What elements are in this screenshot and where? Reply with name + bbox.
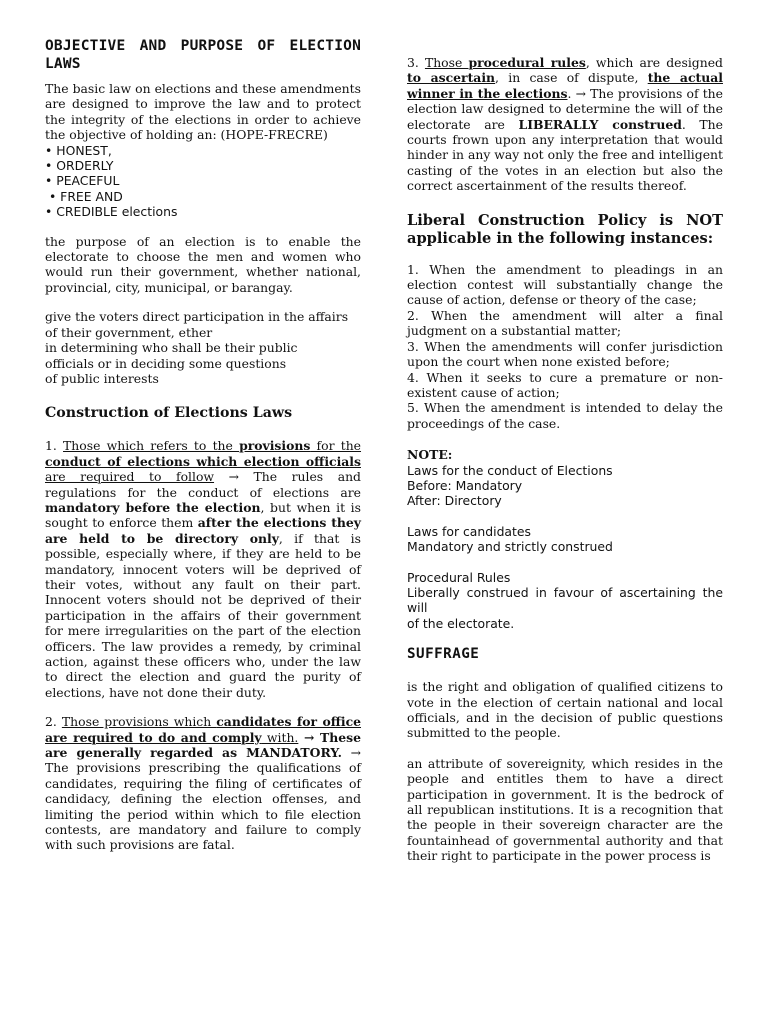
note-section: [407, 447, 723, 631]
instances-list: [407, 262, 723, 431]
rule-emphasis: → These are generally regarded as MANDATORY.: [45, 729, 361, 761]
list-item: 2. When the amendment will alter a final judgment on a substantial matter;: [407, 307, 723, 339]
rule-text: , which are designed: [585, 55, 723, 70]
list-item: • PEACEFUL: [45, 173, 120, 189]
right-column: [407, 55, 723, 864]
suffrage-paragraph-2: an attribute of sovereignity, which resides in the people and entitles them to have a direct participation in government. It is the bedrock of all republican institutions. It is a recognition that the people in their sovereign character are the fountainhead of governmental authority and that their right to participate in the power process is: [407, 755, 723, 864]
list-item: 3. When the amendments will confer jurisdiction upon the court when none existed before;: [407, 338, 723, 370]
rule-emphasis: provisions: [239, 438, 311, 454]
note-line: After: Directory: [407, 493, 502, 509]
note-line: Procedural Rules: [407, 569, 511, 585]
rule-text: are required to follow: [45, 469, 215, 485]
left-column: [45, 38, 361, 853]
suffrage-paragraph-1: is the right and obligation of qualified citizens to vote in the election of certain national and local officials, and in the decision of public questions submitted to the people.: [407, 679, 723, 741]
rule-text: with.: [261, 729, 299, 745]
rule-text: , if that is possible, especially where, if they are held to be mandatory, innocent voters will be deprived of their votes, without any fault on their part. Innocent voters should not be deprived of their participation in the affairs of their government for mere irregularities on the part of the election officers. The law provides a remedy, by criminal action, against these officers who, under the law to direct the election and guard the purity of elections, have not done their duty.: [45, 530, 362, 700]
rule-number: 2.: [45, 714, 62, 730]
rule-2-paragraph: [45, 714, 361, 853]
heading-objective: OBJECTIVE AND PURPOSE OF ELECTION LAWS: [45, 38, 361, 72]
list-item: • FREE AND: [45, 188, 123, 204]
rule-emphasis: after the elections they are held to be directory only: [45, 515, 362, 546]
rule-text: for the: [310, 438, 362, 454]
note-line: of the electorate.: [407, 615, 515, 631]
list-item: 4. When it seeks to cure a premature or non-existent cause of action;: [407, 369, 723, 400]
rule-text: . The courts frown upon any interpretation that would hinder in any way not only the free and intelligent casting of the votes in an election but also the correct ascertainment of the results thereof.: [407, 116, 723, 194]
intro-paragraph: The basic law on elections and these amendments are designed to improve the law and to protect the integrity of the elections in order to achieve the objective of holding an: (HOPE-FRECRE): [45, 81, 361, 143]
rule-emphasis: candidates for office are required to do and comply: [45, 714, 362, 745]
list-item: • CREDIBLE elections: [45, 204, 178, 220]
note-line: Laws for the conduct of Elections: [407, 462, 613, 478]
rule-number: 3.: [407, 55, 425, 70]
rule-emphasis: to ascertain: [407, 70, 496, 86]
voters-paragraph: [45, 309, 361, 386]
list-item: • ORDERLY: [45, 158, 114, 174]
rule-3-paragraph: [407, 55, 723, 194]
rule-emphasis: conduct of elections which election officials: [45, 453, 361, 469]
list-item: • HONEST,: [45, 142, 112, 158]
rule-emphasis: mandatory before the election: [45, 499, 261, 515]
rule-text: Those: [424, 55, 469, 70]
rule-text: Those which refers to the: [63, 438, 240, 454]
rule-emphasis: the actual winner in the elections: [407, 70, 723, 101]
rule-text: → The provisions prescribing the qualifications of candidates, requiring the filing of certificates of candidacy, defining the election offenses, and limiting the period within which to file election contests, are mandatory and failure to comply with such provisions are fatal.: [45, 745, 361, 853]
voters-line-3: officials or in deciding some questions: [45, 355, 287, 371]
voters-line-2: in determining who shall be their public: [45, 340, 298, 356]
rule-1-paragraph: [45, 438, 361, 700]
rule-text: Those provisions which: [61, 714, 217, 730]
hope-frecre-list: [45, 143, 361, 220]
rule-text: → The rules and regulations for the conduct of elections are: [45, 469, 361, 500]
voters-line-4: of public interests: [45, 370, 159, 386]
rule-emphasis: LIBERALLY construed: [518, 116, 682, 132]
list-item: 5. When the amendment is intended to delay the proceedings of the case.: [407, 400, 723, 431]
rule-text: . → The provisions of the election law designed to determine the will of the electorate are: [407, 85, 723, 132]
heading-suffrage: SUFFRAGE: [407, 646, 480, 663]
rule-number: 1.: [45, 438, 64, 454]
heading-liberal-construction: Liberal Construction Policy is NOT applicable in the following instances:: [407, 211, 723, 247]
purpose-paragraph: the purpose of an election is to enable the electorate to choose the men and women who would run their government, whether national, provincial, city, municipal, or barangay.: [45, 233, 361, 295]
note-line: Before: Mandatory: [407, 477, 523, 493]
note-line: Liberally construed in favour of ascertaining the will: [407, 584, 723, 616]
heading-construction: Construction of Elections Laws: [45, 405, 293, 422]
rule-text: , but when it is sought to enforce them: [45, 499, 362, 531]
note-label: NOTE:: [407, 447, 453, 463]
rule-emphasis: procedural rules: [468, 55, 586, 70]
voters-line-1: give the voters direct participation in the affairs of their government, ether: [45, 309, 349, 340]
rule-text: , in case of dispute,: [495, 70, 648, 86]
note-line: Laws for candidates: [407, 523, 531, 539]
note-line: Mandatory and strictly construed: [407, 539, 613, 555]
list-item: 1. When the amendment to pleadings in an election contest will substantially change the cause of action, defense or theory of the case;: [407, 261, 723, 308]
